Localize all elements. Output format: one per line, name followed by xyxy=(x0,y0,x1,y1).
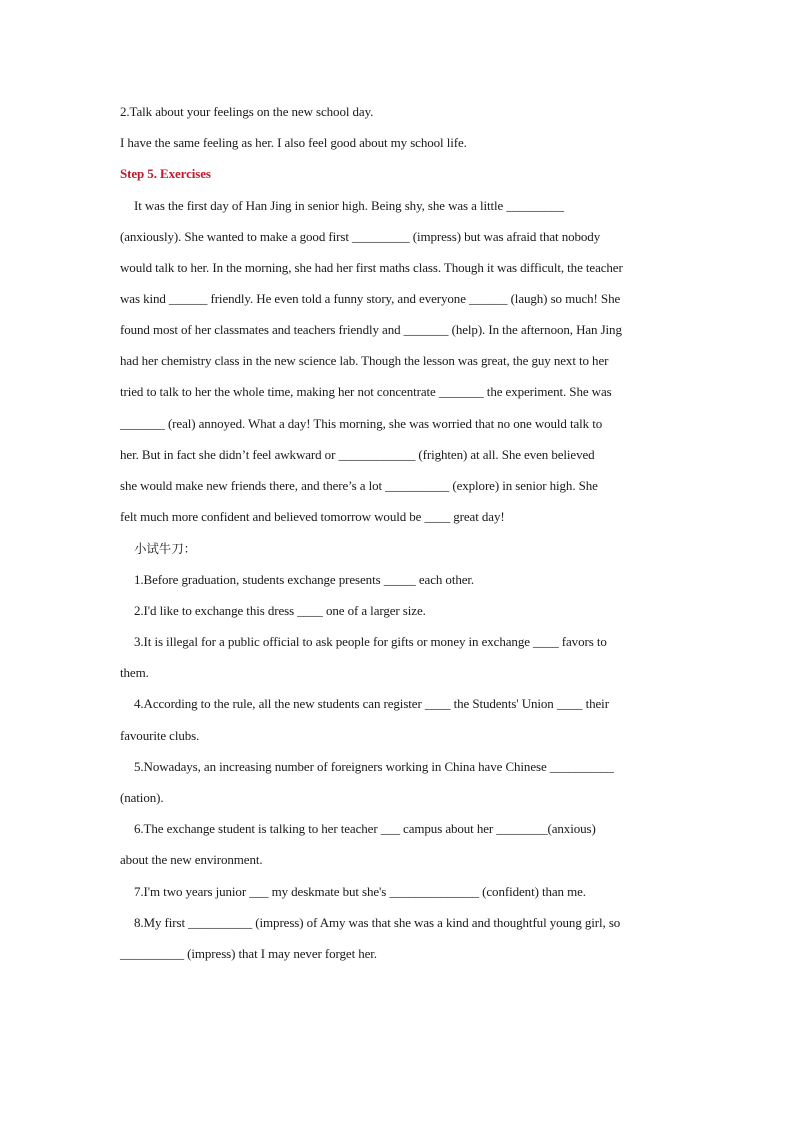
answer-text: I have the same feeling as her. I also feel good about my school life. xyxy=(120,135,467,150)
passage-line: It was the first day of Han Jing in senior high. Being shy, she was a little _________ xyxy=(134,198,564,213)
exercise-item: 6.The exchange student is talking to her teacher ___ campus about her ________(anxious) xyxy=(134,821,596,836)
passage-line: was kind ______ friendly. He even told a funny story, and everyone ______ (laugh) so much! She xyxy=(120,291,621,306)
exercise-item: 7.I'm two years junior ___ my deskmate but she's ______________ (confident) than me. xyxy=(134,884,586,899)
passage-line: found most of her classmates and teachers friendly and _______ (help). In the afternoon, Han Jing xyxy=(120,322,622,337)
passage-line: _______ (real) annoyed. What a day! This morning, she was worried that no one would talk to xyxy=(120,416,603,431)
exercise-item: 4.According to the rule, all the new students can register ____ the Students' Union ____ their xyxy=(134,696,609,711)
exercise-item: 2.I'd like to exchange this dress ____ one of a larger size. xyxy=(134,603,426,618)
passage-line: had her chemistry class in the new science lab. Though the lesson was great, the guy next to her xyxy=(120,353,609,368)
passage-line: her. But in fact she didn’t feel awkward or ____________ (frighten) at all. She even believed xyxy=(120,447,595,462)
exercise-item: 1.Before graduation, students exchange presents _____ each other. xyxy=(134,572,475,587)
exercise-item: 8.My first __________ (impress) of Amy was that she was a kind and thoughtful young girl, so xyxy=(134,915,621,930)
step5-heading: Step 5. Exercises xyxy=(120,166,211,181)
exercise-item-continued: them. xyxy=(120,665,149,680)
passage-line: she would make new friends there, and there’s a lot __________ (explore) in senior high. She xyxy=(120,478,598,493)
exercise-item-continued: __________ (impress) that I may never forget her. xyxy=(120,946,377,961)
passage-line: would talk to her. In the morning, she had her first maths class. Though it was difficult, the teacher xyxy=(120,260,623,275)
question-2: 2.Talk about your feelings on the new school day. xyxy=(120,104,374,119)
exercise-item-continued: favourite clubs. xyxy=(120,728,200,743)
exercise-item-continued: about the new environment. xyxy=(120,852,263,867)
exercise-item-continued: (nation). xyxy=(120,790,164,805)
passage-line: (anxiously). She wanted to make a good first _________ (impress) but was afraid that nobody xyxy=(120,229,601,244)
passage-line: tried to talk to her the whole time, making her not concentrate _______ the experiment. She was xyxy=(120,384,612,399)
practice-title: 小试牛刀： xyxy=(134,541,197,556)
exercise-item: 3.It is illegal for a public official to ask people for gifts or money in exchange ____ favors to xyxy=(134,634,607,649)
passage-line: felt much more confident and believed tomorrow would be ____ great day! xyxy=(120,509,505,524)
exercise-item: 5.Nowadays, an increasing number of foreigners working in China have Chinese __________ xyxy=(134,759,614,774)
